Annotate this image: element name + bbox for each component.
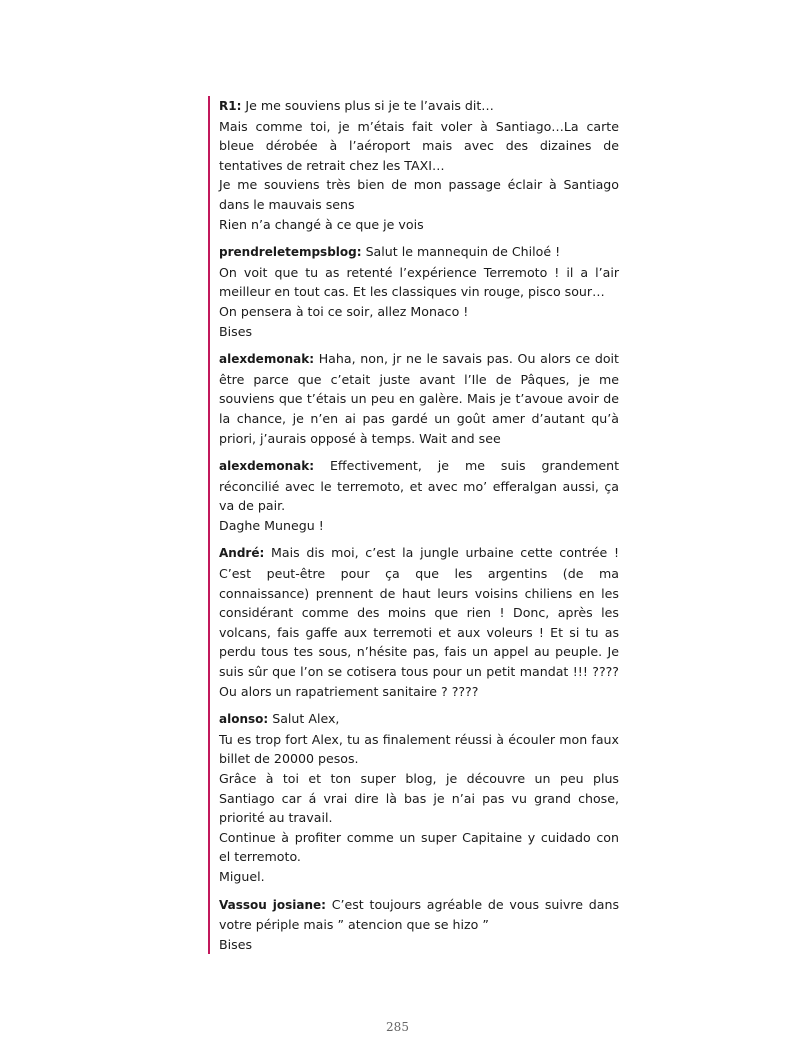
comment-line bbox=[219, 96, 619, 117]
page-number: 285 bbox=[386, 1020, 409, 1034]
comment-line: Daghe Munegu ! bbox=[219, 517, 324, 533]
comment-line: Je me souviens très bien de mon passage éclair à Santiago dans le mauvais sens bbox=[219, 177, 619, 212]
comment-author: alexdemonak: bbox=[219, 459, 314, 474]
comment-text: Effectivement, je me suis grandement réconcilié avec le terremoto, et avec mo’ efferalgan aussi, ça va de pair. bbox=[219, 458, 620, 514]
comment-author: R1: bbox=[219, 99, 242, 113]
comment-line bbox=[219, 543, 619, 701]
comment-line: Bises bbox=[219, 936, 253, 952]
comment-line bbox=[219, 895, 619, 935]
comment-line: Bises bbox=[219, 323, 253, 339]
comment-line: Continue à profiter comme un super Capitaine y cuidado con el terremoto. bbox=[219, 829, 619, 865]
comment-author: alonso: bbox=[219, 712, 269, 727]
comment-line: Mais comme toi, je m’étais fait voler à Santiago…La carte bleue dérobée à l’aéroport mais avec des dizaines de tentatives de retrait chez les TAXI… bbox=[219, 118, 619, 173]
comment bbox=[219, 543, 619, 701]
comments-section bbox=[208, 96, 619, 954]
comment-text: Salut Alex, bbox=[272, 711, 340, 727]
comment bbox=[219, 895, 619, 955]
comment-author: Vassou josiane: bbox=[219, 897, 326, 912]
comment-line bbox=[219, 456, 619, 516]
comment-text: Haha, non, jr ne le savais pas. Ou alors ce doit être parce que c’etait juste avant l’Ile de Pâques, je me souviens que t’étais un peu en galère. Mais je t’avoue avoir de la chance, je n’en ai pas gardé un goût amer d’autant qu’à priori, j’aurais opposé à temps. Wait and see bbox=[219, 351, 619, 446]
comment bbox=[219, 242, 619, 341]
comment-line: Tu es trop fort Alex, tu as finalement réussi à écouler mon faux billet de 20000 pesos. bbox=[219, 731, 619, 767]
comment-text: Mais dis moi, c’est la jungle urbaine cette contrée ! C’est peut-être pour ça que les argentins (de ma connaissance) prennent de haut leurs voisins chiliens en les considérant comme des moins que rien ! Donc, après les volcans, fais gaffe aux terremoti et aux voleurs ! Et si tu as perdu tous tes sous, n’hésite pas, fais un appel au peuple. Je suis sûr que l’on se cotisera tous pour un petit mandat !!! ???? Ou alors un rapatriement sanitaire ? ???? bbox=[219, 545, 620, 699]
comment-line: On pensera à toi ce soir, allez Monaco ! bbox=[219, 303, 469, 319]
comment-line: Rien n’a changé à ce que je vois bbox=[219, 216, 424, 232]
comment-line bbox=[219, 349, 619, 448]
comment-text: Salut le mannequin de Chiloé ! bbox=[365, 244, 561, 260]
comment-line: Grâce à toi et ton super blog, je découvre un peu plus Santiago car á vrai dire là bas je n’ai pas vu grand chose, priorité au travail. bbox=[219, 771, 619, 826]
comment-line: On voit que tu as retenté l’expérience Terremoto ! il a l’air meilleur en tout cas. Et les classiques vin rouge, pisco sour… bbox=[219, 264, 619, 300]
comment bbox=[219, 96, 619, 234]
comment-text: Je me souviens plus si je te l’avais dit… bbox=[245, 98, 494, 113]
comment bbox=[219, 709, 619, 886]
comment-text: C’est toujours agréable de vous suivre dans votre périple mais ” atencion que se hizo ” bbox=[219, 896, 619, 933]
comment bbox=[219, 349, 619, 448]
comment-line bbox=[219, 242, 619, 263]
comment-author: alexdemonak: bbox=[219, 352, 314, 367]
comment-line bbox=[219, 709, 619, 730]
comment bbox=[219, 456, 619, 535]
comment-line: Miguel. bbox=[219, 868, 265, 884]
comment-author: André: bbox=[219, 546, 265, 561]
comment-author: prendreletempsblog: bbox=[219, 245, 362, 260]
